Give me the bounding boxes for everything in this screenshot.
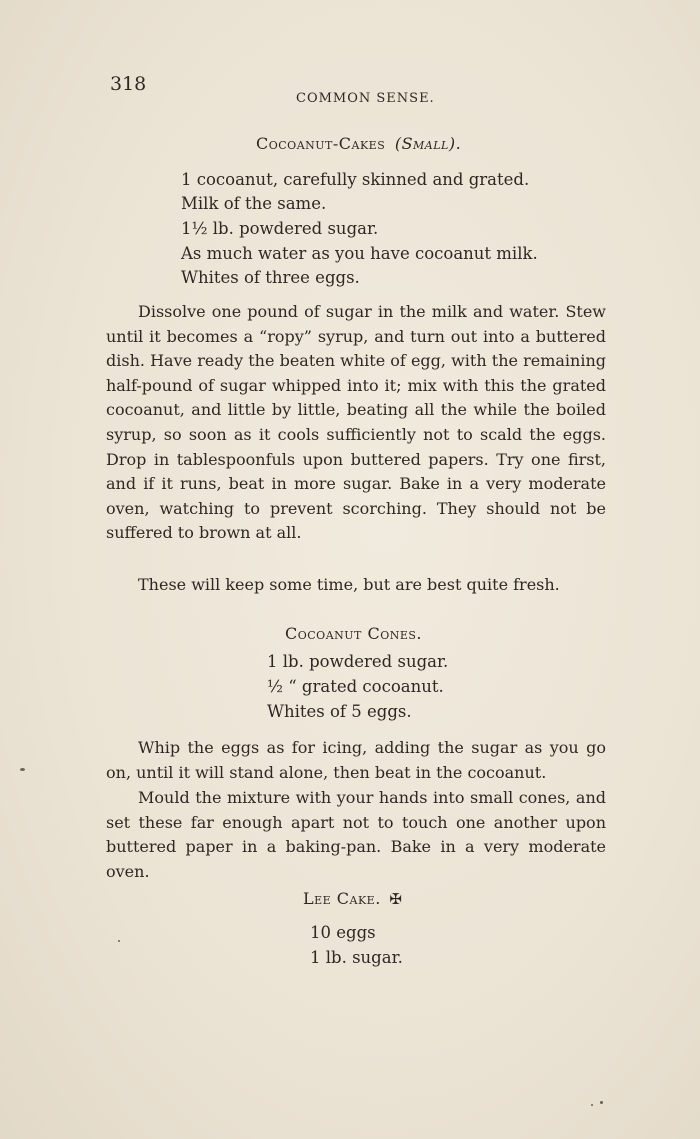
recipe-title-text: Cocoanut-Cakes	[256, 134, 386, 153]
ingredient-line: Whites of 5 eggs.	[267, 702, 412, 721]
ingredient-line: 1 lb. powdered sugar.	[267, 652, 449, 671]
ingredient-line: 1 lb. sugar.	[310, 948, 403, 967]
ingredient-line: 1½ lb. powdered sugar.	[181, 219, 379, 238]
paper-speck	[20, 768, 25, 771]
recipe-title-cocoanut-cones: Cocoanut Cones.	[285, 624, 422, 643]
recipe-title-cocoanut-cakes	[256, 134, 461, 153]
ingredient-line: ½ “ grated cocoanut.	[267, 677, 444, 696]
paper-speck	[600, 1101, 603, 1104]
page-number: 318	[110, 73, 147, 95]
ingredient-line: Whites of three eggs.	[181, 268, 360, 287]
ingredient-line: As much water as you have cocoanut milk.	[181, 244, 538, 263]
recipe-title-lee-cake	[303, 889, 402, 908]
paper-speck	[118, 940, 120, 942]
instruction-paragraph: Whip the eggs as for icing, adding the sugar as you go on, until it will stand alone, then beat in the cocoanut.	[106, 738, 606, 782]
ingredient-line: 1 cocoanut, carefully skinned and grated.	[181, 170, 530, 189]
running-head: COMMON SENSE.	[296, 91, 435, 106]
paper-speck	[591, 1104, 593, 1106]
ingredient-line: 10 eggs	[310, 923, 376, 942]
recipe-title-text: Lee Cake.	[303, 889, 381, 908]
ingredient-line: Milk of the same.	[181, 194, 327, 213]
recipe-title-note: (Small).	[394, 134, 462, 153]
instruction-paragraph: Dissolve one pound of sugar in the milk and water. Stew until it becomes a “ropy” syrup, and turn out into a buttered dish. Have ready the beaten white of egg, with the remaining half-pound of sugar whipped into it; mix with this the grated cocoanut, and little by little, beating all the while the boiled syrup, so soon as it cools sufficiently not to scald the eggs. Drop in tablespoonfuls upon buttered papers. Try one first, and if it runs, beat in more sugar. Bake in a very moderate oven, watching to prevent scorching. They should not be suffered to brown at all.	[106, 302, 606, 543]
instruction-paragraph: Mould the mixture with your hands into small cones, and set these far enough apart not to touch one another upon buttered paper in a baking-pan. Bake in a very moderate oven.	[106, 788, 606, 881]
maltese-cross-icon: ✠	[389, 890, 403, 908]
instruction-paragraph: These will keep some time, but are best quite fresh.	[138, 575, 560, 594]
